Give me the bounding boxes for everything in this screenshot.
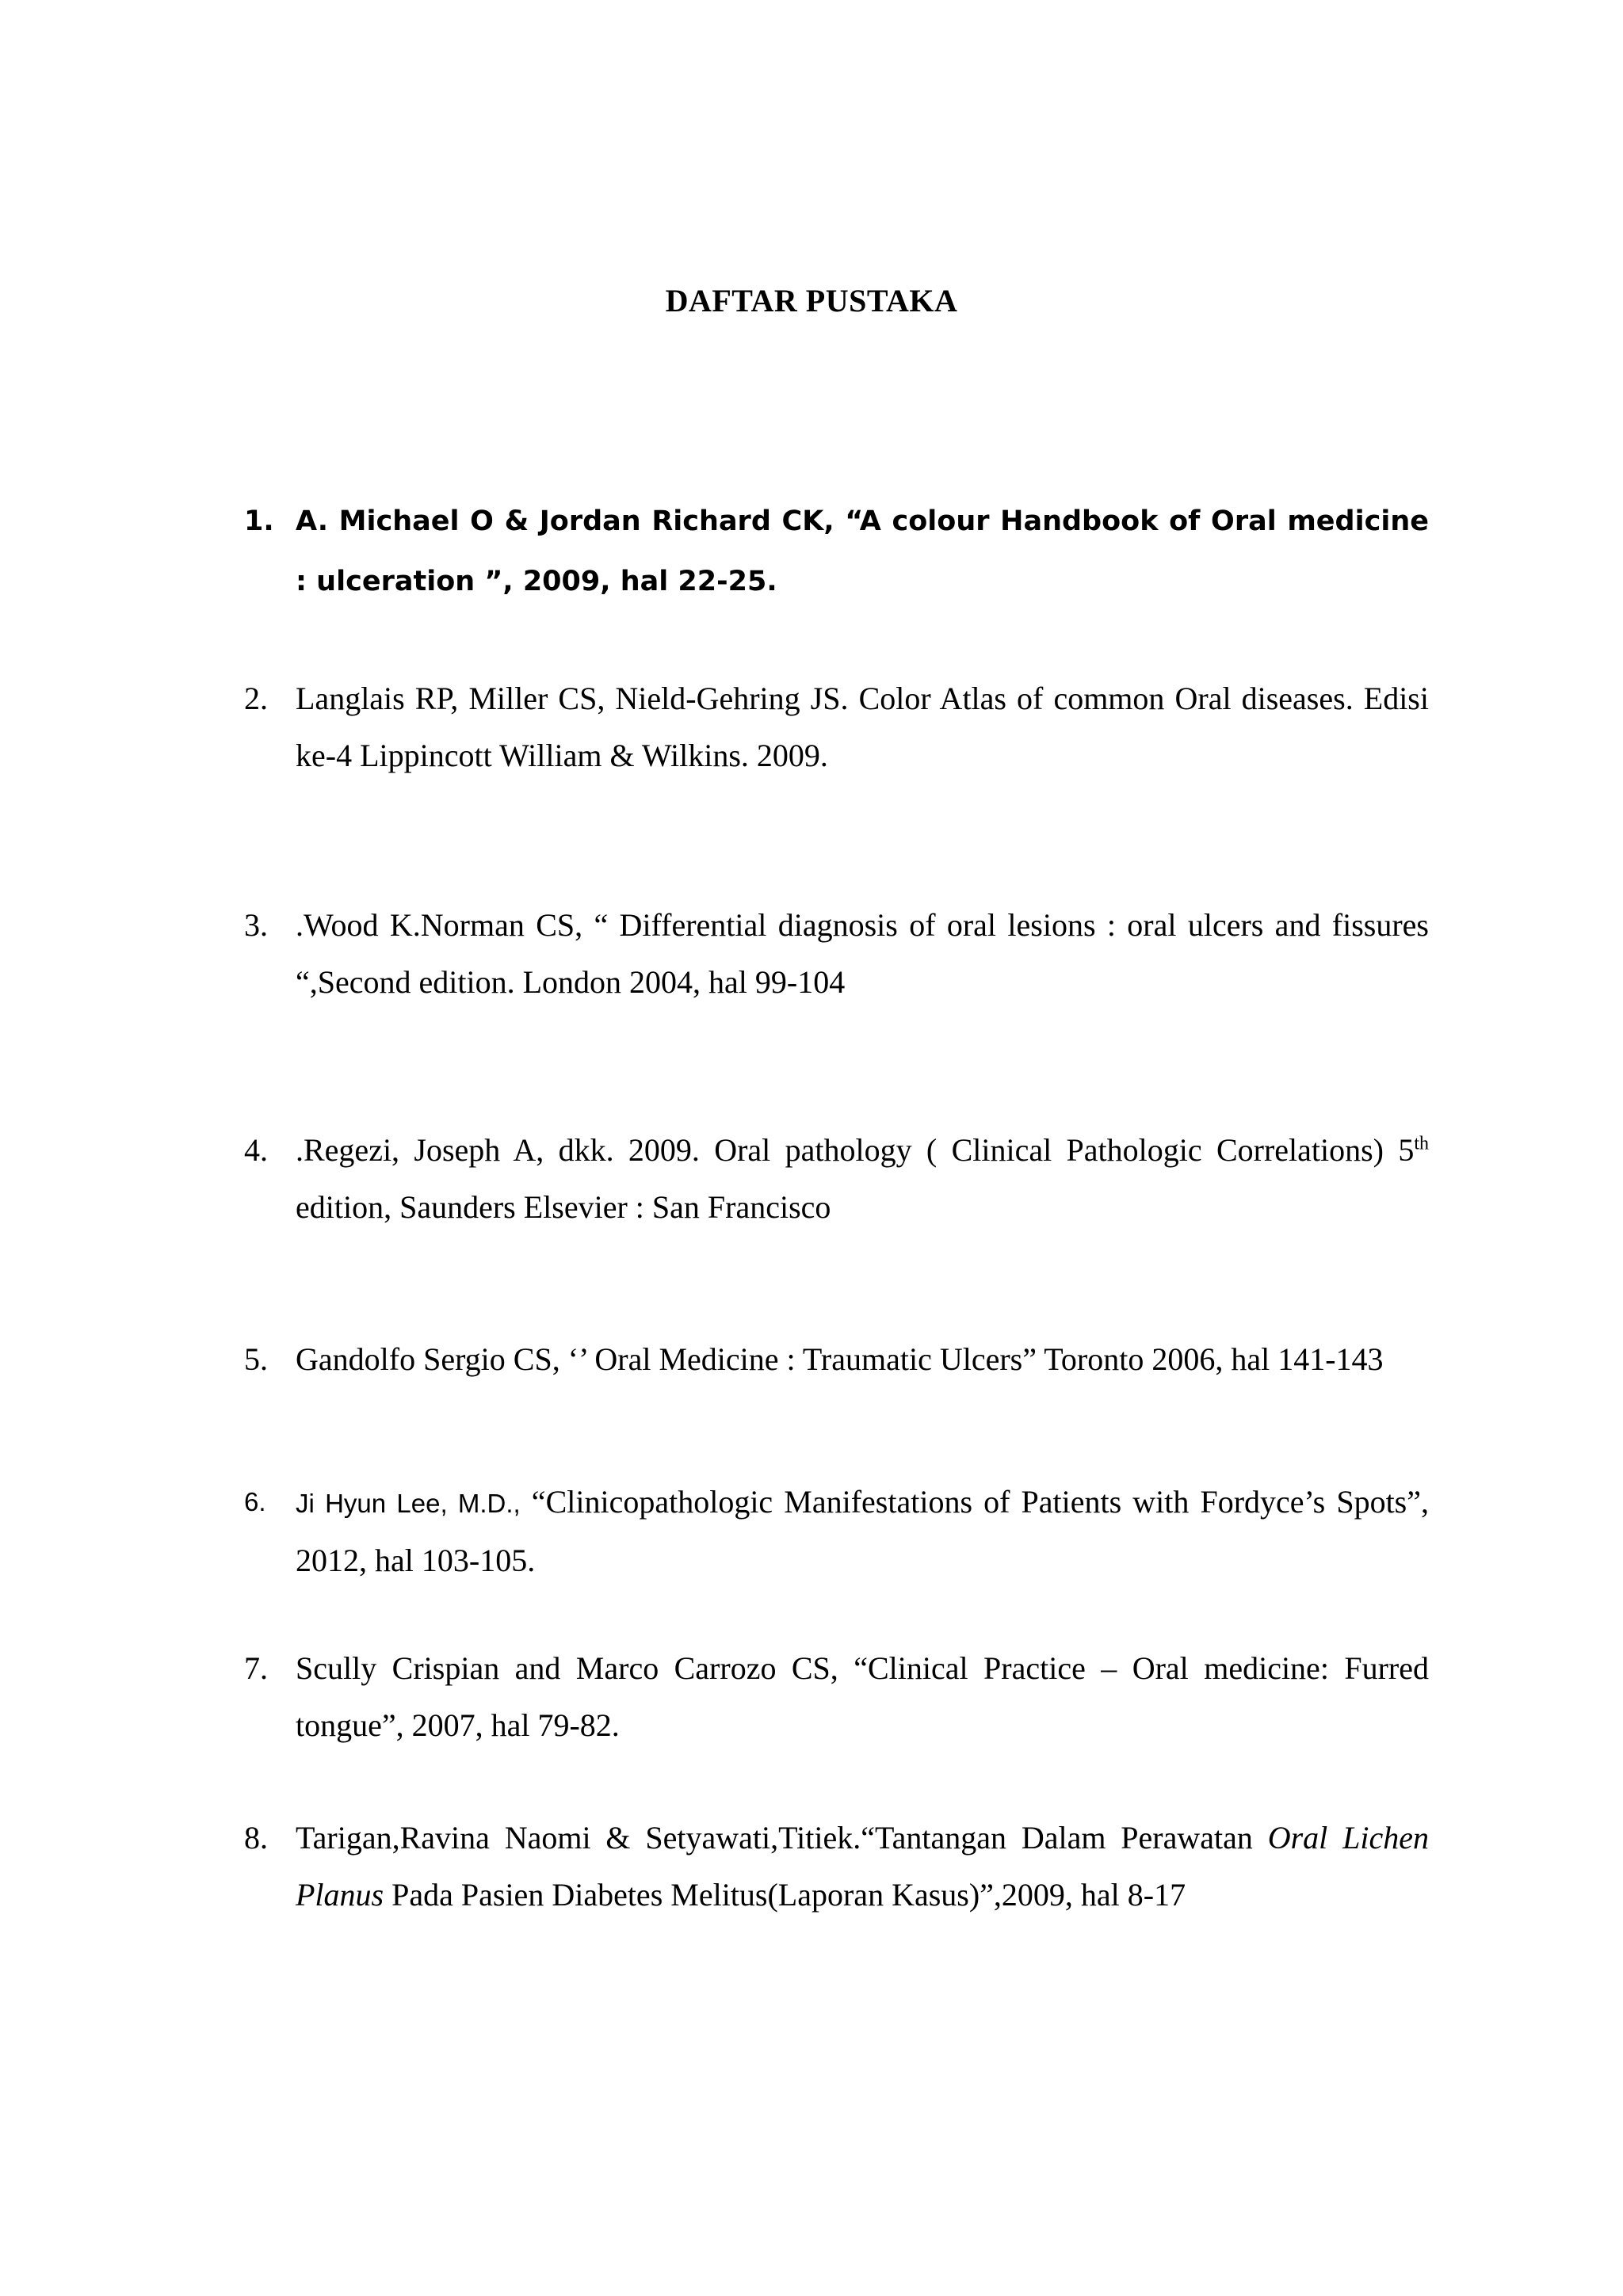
reference-text: Langlais RP, Miller CS, Nield-Gehring JS. Color Atlas of common Oral diseases. Edisi ke-4 Lippincott William & Wilkins. 2009. xyxy=(296,681,1429,773)
reference-text xyxy=(296,1810,1429,1924)
reference-author: Ji Hyun Lee, M.D., xyxy=(296,1489,521,1518)
reference-text-part: .Regezi, Joseph A, dkk. 2009. Oral pathology ( Clinical Pathologic Correlations) 5 xyxy=(296,1132,1415,1168)
reference-text-part: Tarigan,Ravina Naomi & Setyawati,Titiek.“Tantangan Dalam Perawatan xyxy=(296,1820,1268,1855)
reference-text: Gandolfo Sergio CS, ‘’ Oral Medicine : Traumatic Ulcers” Toronto 2006, hal 141-143 xyxy=(296,1341,1384,1377)
reference-text-part: Pada Pasien Diabetes Melitus(Laporan Kasus)”,2009, hal 8-17 xyxy=(384,1877,1186,1913)
reference-text: Scully Crispian and Marco Carrozo CS, “Clinical Practice – Oral medicine: Furred tongue”, 2007, hal 79-82. xyxy=(296,1650,1429,1743)
reference-number: 4. xyxy=(244,1132,268,1168)
reference-number: 5. xyxy=(244,1341,268,1377)
reference-item-5 xyxy=(244,1331,1429,1388)
reference-text xyxy=(296,1122,1429,1236)
reference-text-part: “Clinicopathologic Manifestations of Patients with Fordyce’s Spots”, 2012, hal 103-105. xyxy=(296,1484,1430,1578)
reference-text: .Wood K.Norman CS, “ Differential diagnosis of oral lesions : oral ulcers and fissures “,Second edition. London 2004, hal 99-104 xyxy=(296,907,1429,1000)
reference-item-4 xyxy=(244,1122,1429,1236)
reference-superscript: th xyxy=(1414,1133,1429,1154)
reference-item-8 xyxy=(244,1810,1429,1924)
reference-item-6 xyxy=(244,1474,1429,1589)
reference-item-2 xyxy=(244,670,1429,784)
reference-text xyxy=(296,1474,1429,1589)
reference-number: 2. xyxy=(244,681,268,716)
reference-item-3 xyxy=(244,897,1429,1011)
reference-italic-title: Oral Lichen Planus xyxy=(296,1820,1429,1913)
reference-number: 3. xyxy=(244,907,268,943)
reference-number: 1. xyxy=(244,505,274,537)
reference-number: 6. xyxy=(244,1487,266,1516)
reference-number: 8. xyxy=(244,1820,268,1855)
page-title: DAFTAR PUSTAKA xyxy=(665,283,958,318)
reference-text: A. Michael O & Jordan Richard CK, “A colour Handbook of Oral medicine : ulceration ”, 2009, hal 22-25. xyxy=(296,505,1429,597)
reference-number: 7. xyxy=(244,1650,268,1686)
reference-item-7 xyxy=(244,1640,1429,1754)
reference-text-part: edition, Saunders Elsevier : San Francisco xyxy=(296,1189,831,1225)
reference-item-1 xyxy=(244,491,1429,612)
